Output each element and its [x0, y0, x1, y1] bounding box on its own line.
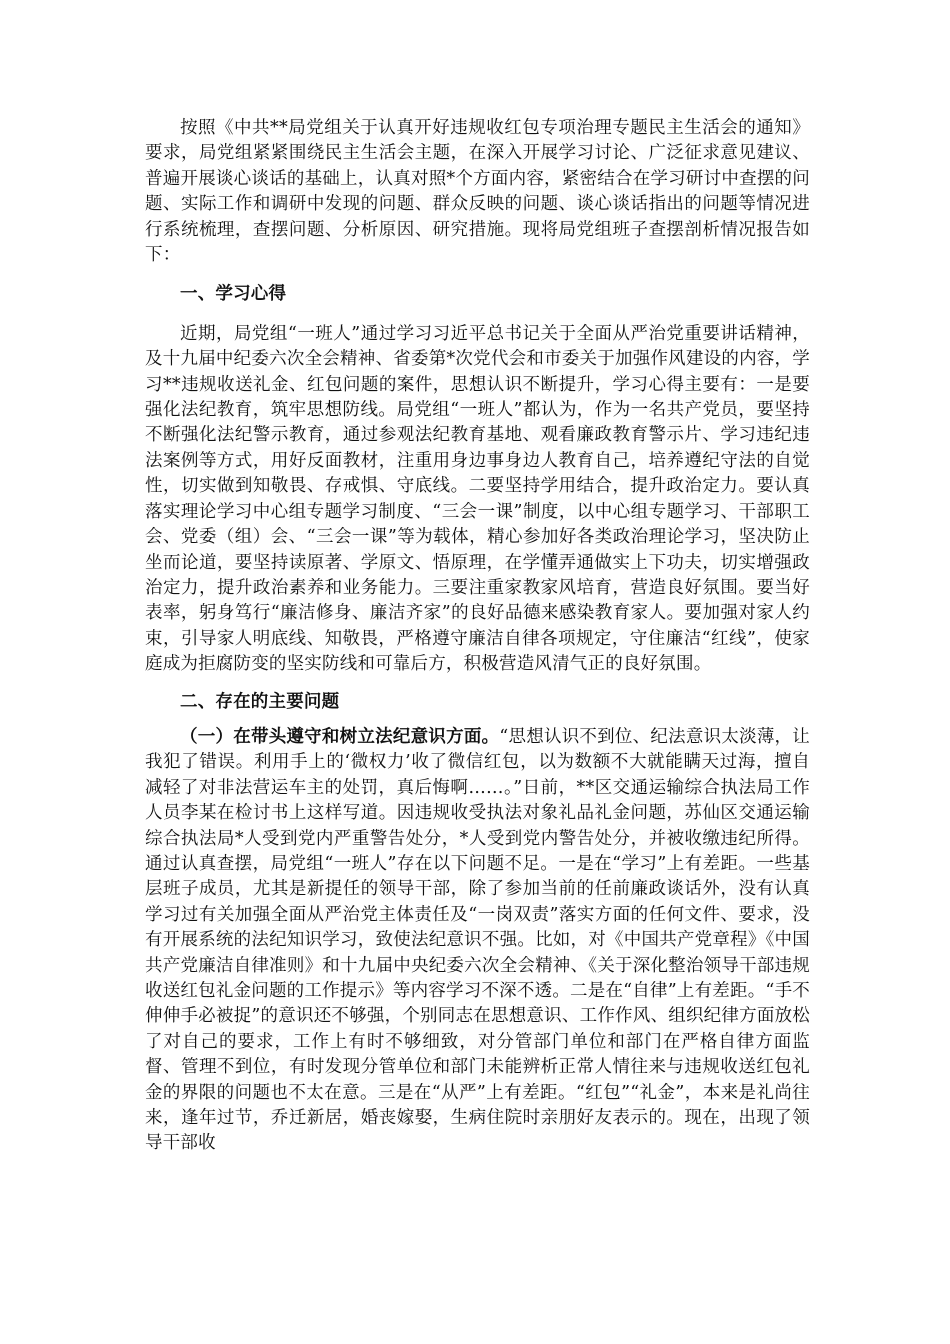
- problems-paragraph-text: “思想认识不到位、纪法意识太淡薄，让我犯了错误。利用手上的‘微权力’收了微信红包，以为数额不大就能瞒天过海，擅自减轻了对非法营运车主的处罚，真后悔啊……。”日前，**区交通运输综合执法局工作人员李某在检讨书上这样写道。因违规收受执法对象礼品礼金问题，苏仙区交通运输综合执法局*人受到党内严重警告处分，*人受到党内警告处分，并被收缴违纪所得。通过认真查摆，局党组“一班人”存在以下问题不足。一是在“学习”上有差距。一些基层班子成员，尤其是新提任的领导干部，除了参加当前的任前廉政谈话外，没有认真学习过有关加强全面从严治党主体责任及“一岗双责”落实方面的任何文件、要求，没有开展系统的法纪知识学习，致使法纪意识不强。比如，对《中国共产党章程》《中国共产党廉洁自律准则》和十九届中央纪委六次全会精神、《关于深化整治领导干部违规收送红包礼金问题的工作提示》等内容学习不深不透。二是在“自律”上有差距。“手不伸伸手必被捉”的意识还不够强，个别同志在思想意识、工作作风、组织纪律方面放松了对自己的要求，工作上有时不够细致，对分管部门单位和部门在严格自律方面监督、管理不到位，有时发现分管单位和部门未能辨析正常人情往来与违规收送红包礼金的界限的问题也不太在意。三是在“从严”上有差距。“红包”“礼金”，本来是礼尚往来，逢年过节，乔迁新居，婚丧嫁娶，生病住院时亲朋好友表示的。现在，出现了领导干部收: [145, 726, 810, 1154]
- intro-paragraph: 按照《中共**局党组关于认真开好违规收红包专项治理专题民主生活会的通知》要求，局党组紧紧围绕民主生活会主题，在深入开展学习讨论、广泛征求意见建议、普遍开展谈心谈话的基础上，认真对照*个方面内容，紧密结合在学习研讨中查摆的问题、实际工作和调研中发现的问题、群众反映的问题、谈心谈话指出的问题等情况进行系统梳理，查摆问题、分析原因、研究措施。现将局党组班子查摆剖析情况报告如下：: [145, 118, 810, 266]
- problems-paragraph: [145, 725, 810, 1157]
- section-heading-study: 一、学习心得: [180, 284, 287, 305]
- subsection-heading-law-awareness: （一）在带头遵守和树立法纪意识方面。: [180, 726, 500, 747]
- document-body: [145, 116, 810, 1157]
- study-paragraph: 近期，局党组“一班人”通过学习习近平总书记关于全面从严治党重要讲话精神，及十九届中纪委六次全会精神、省委第*次党代会和市委关于加强作风建设的内容，学习**违规收送礼金、红包问题的案件，思想认识不断提升，学习心得主要有：一是要强化法纪教育，筑牢思想防线。局党组“一班人”都认为，作为一名共产党员，要坚持不断强化法纪警示教育，通过参观法纪教育基地、观看廉政教育警示片、学习违纪违法案例等方式，用好反面教材，注重用身边事身边人教育自己，培养遵纪守法的自觉性，切实做到知敬畏、存戒惧、守底线。二要坚持学用结合，提升政治定力。要认真落实理论学习中心组专题学习制度、“三会一课”制度，以中心组专题学习、干部职工会、党委（组）会、“三会一课”等为载体，精心参加好各类政治理论学习，坚决防止坐而论道，要坚持读原著、学原文、悟原理，在学懂弄通做实上下功夫，切实增强政治定力，提升政治素养和业务能力。三要注重家教家风培育，营造良好氛围。要当好表率，躬身笃行“廉洁修身、廉洁齐家”的良好品德来感染教育家人。要加强对家人约束，引导家人明底线、知敬畏，严格遵守廉洁自律各项规定，守住廉洁“红线”，使家庭成为拒腐防变的坚实防线和可靠后方，积极营造风清气正的良好氛围。: [145, 323, 810, 675]
- section-heading-problems: 二、存在的主要问题: [180, 691, 340, 712]
